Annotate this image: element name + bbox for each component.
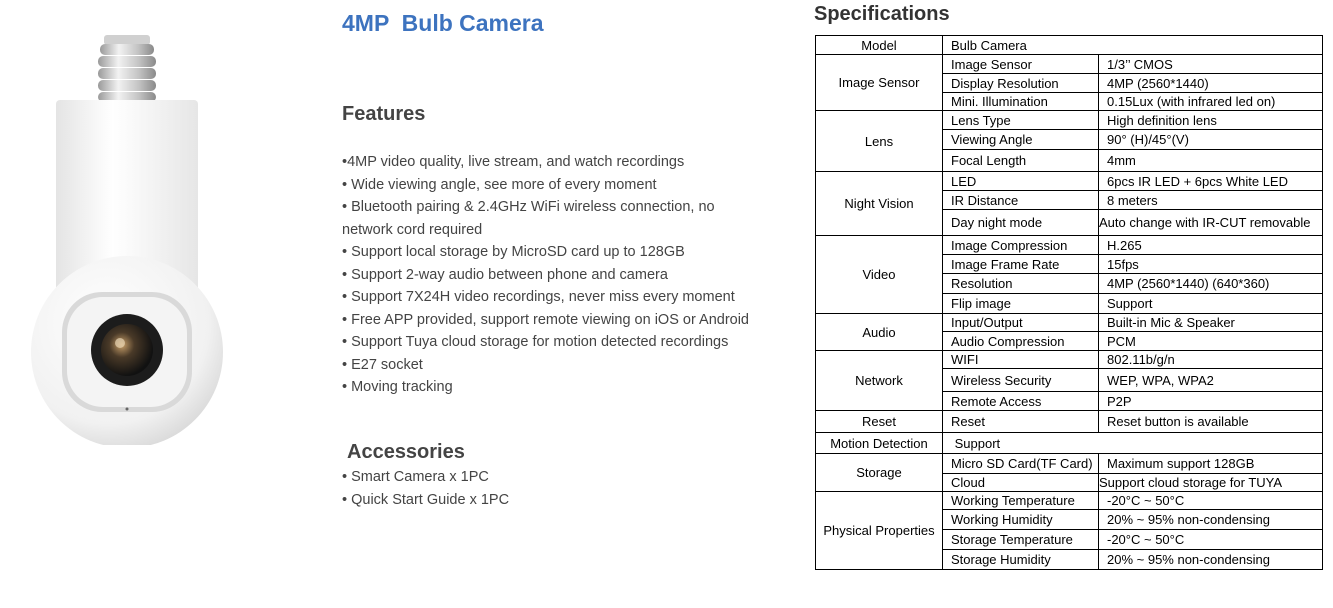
spec-value: 90° (H)/45°(V) <box>1099 130 1323 150</box>
spec-label: Viewing Angle <box>943 130 1099 150</box>
spec-value: Maximum support 128GB <box>1099 454 1323 474</box>
spec-value: -20°C ~ 50°C <box>1099 530 1323 550</box>
spec-value: 802.11b/g/n <box>1099 351 1323 369</box>
spec-category: Model <box>816 36 943 55</box>
features-item: • Moving tracking <box>342 379 453 395</box>
spec-label: Mini. Illumination <box>943 93 1099 111</box>
bulb-camera-image <box>22 30 232 445</box>
spec-category: Network <box>816 351 943 411</box>
spec-label: IR Distance <box>943 191 1099 210</box>
spec-label: Flip image <box>943 294 1099 314</box>
spec-row <box>816 236 1323 255</box>
spec-label: Display Resolution <box>943 74 1099 93</box>
features-item: •4MP video quality, live stream, and watch recordings <box>342 154 685 170</box>
spec-value: High definition lens <box>1099 111 1323 130</box>
features-item: • Free APP provided, support remote viewing on iOS or Android <box>342 311 749 328</box>
spec-label: LED <box>943 172 1099 191</box>
features-item: • Support local storage by MicroSD card up to 128GB <box>342 244 685 260</box>
spec-value: Auto change with IR-CUT removable <box>1099 210 1323 236</box>
features-item: • Bluetooth pairing & 2.4GHz WiFi wireless connection, no network cord required <box>342 199 715 238</box>
spec-row <box>816 111 1323 130</box>
spec-value: Built-in Mic & Speaker <box>1099 314 1323 332</box>
spec-label: Lens Type <box>943 111 1099 130</box>
features-heading: Features <box>342 103 426 125</box>
spec-label: Storage Temperature <box>943 530 1099 550</box>
spec-value: 20% ~ 95% non-condensing <box>1099 510 1323 530</box>
accessories-item: • Smart Camera x 1PC <box>342 469 489 485</box>
spec-label: Resolution <box>943 274 1099 294</box>
spec-value: P2P <box>1099 392 1323 411</box>
spec-value: 4MP (2560*1440) <box>1099 74 1323 93</box>
spec-value: -20°C ~ 50°C <box>1099 492 1323 510</box>
spec-value: Support <box>1099 294 1323 314</box>
spec-category: Physical Properties <box>816 492 943 570</box>
spec-label: Image Compression <box>943 236 1099 255</box>
spec-category: Reset <box>816 411 943 433</box>
spec-category: Motion Detection <box>816 433 943 454</box>
spec-value: H.265 <box>1099 236 1323 255</box>
spec-label: Day night mode <box>943 210 1099 236</box>
spec-label: Image Sensor <box>943 55 1099 74</box>
spec-row <box>816 351 1323 369</box>
spec-label: Support <box>943 433 1323 454</box>
spec-category: Night Vision <box>816 172 943 236</box>
spec-category: Video <box>816 236 943 314</box>
spec-value: 1/3’’ CMOS <box>1099 55 1323 74</box>
spec-value: Support cloud storage for TUYA <box>1099 474 1323 492</box>
spec-label: Micro SD Card(TF Card) <box>943 454 1099 474</box>
spec-category: Lens <box>816 111 943 172</box>
spec-label: Wireless Security <box>943 369 1099 392</box>
features-item: • E27 socket <box>342 356 423 373</box>
spec-label: Storage Humidity <box>943 550 1099 570</box>
spec-label: Image Frame Rate <box>943 255 1099 274</box>
spec-category: Storage <box>816 454 943 492</box>
features-item: • Wide viewing angle, see more of every moment <box>342 176 657 193</box>
spec-row <box>816 433 1323 454</box>
spec-value: 4mm <box>1099 150 1323 172</box>
spec-value: 15fps <box>1099 255 1323 274</box>
spec-label: Input/Output <box>943 314 1099 332</box>
accessories-heading: Accessories <box>347 441 465 463</box>
specifications-heading: Specifications <box>814 3 950 25</box>
features-item: • Support Tuya cloud storage for motion detected recordings <box>342 334 729 350</box>
spec-label: Reset <box>943 411 1099 433</box>
spec-label: Audio Compression <box>943 332 1099 351</box>
spec-category: Image Sensor <box>816 55 943 111</box>
spec-value: 4MP (2560*1440) (640*360) <box>1099 274 1323 294</box>
spec-value: 6pcs IR LED + 6pcs White LED <box>1099 172 1323 191</box>
features-item: • Support 7X24H video recordings, never miss every moment <box>342 289 735 305</box>
spec-value: WEP, WPA, WPA2 <box>1099 369 1323 392</box>
accessories-item: • Quick Start Guide x 1PC <box>342 491 510 508</box>
features-item: • Support 2-way audio between phone and camera <box>342 266 668 283</box>
spec-row <box>816 314 1323 332</box>
spec-label: Working Temperature <box>943 492 1099 510</box>
spec-label: Bulb Camera <box>943 36 1323 55</box>
spec-value: 0.15Lux (with infrared led on) <box>1099 93 1323 111</box>
spec-row <box>816 36 1323 55</box>
spec-category: Audio <box>816 314 943 351</box>
page-title: 4MP Bulb Camera <box>342 10 544 36</box>
spec-value: 20% ~ 95% non-condensing <box>1099 550 1323 570</box>
spec-label: Remote Access <box>943 392 1099 411</box>
spec-row <box>816 411 1323 433</box>
spec-value: PCM <box>1099 332 1323 351</box>
accessories-list <box>342 466 762 511</box>
spec-label: Cloud <box>943 474 1099 492</box>
spec-value: Reset button is available <box>1099 411 1323 433</box>
spec-value: 8 meters <box>1099 191 1323 210</box>
spec-row <box>816 492 1323 510</box>
specifications-table <box>815 35 1323 570</box>
spec-row <box>816 172 1323 191</box>
spec-row <box>816 55 1323 74</box>
spec-row <box>816 454 1323 474</box>
spec-label: Working Humidity <box>943 510 1099 530</box>
features-list <box>342 151 762 399</box>
spec-label: WIFI <box>943 351 1099 369</box>
spec-label: Focal Length <box>943 150 1099 172</box>
